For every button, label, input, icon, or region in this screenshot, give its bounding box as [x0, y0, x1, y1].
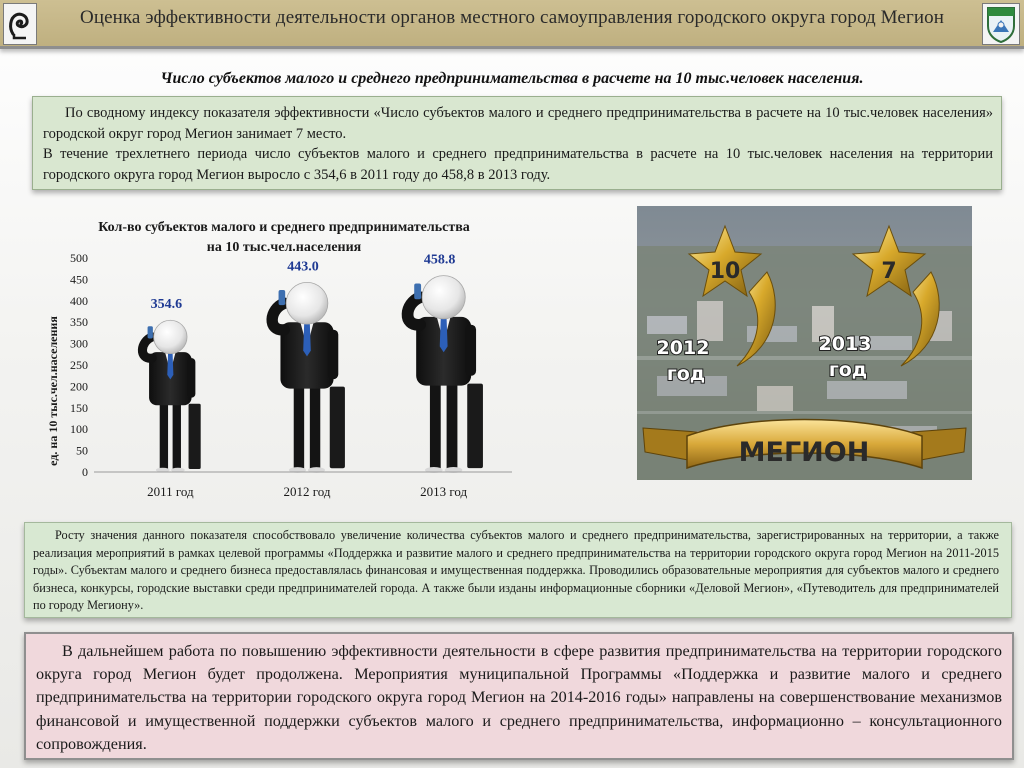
section-title: Число субъектов малого и среднего предпринимательства в расчете на 10 тыс.человек населения.	[160, 70, 864, 87]
bar-value-label: 354.6	[150, 297, 183, 313]
y-tick-label: 300	[70, 336, 88, 351]
rating-year-word-2013: год	[828, 359, 868, 381]
bar-figure-1	[272, 282, 345, 472]
y-tick-label: 100	[70, 422, 88, 437]
y-tick-label: 0	[82, 465, 88, 479]
y-tick-label: 200	[70, 379, 88, 394]
rating-illustration	[637, 206, 972, 480]
header-bar	[0, 0, 1024, 49]
y-tick-label: 400	[70, 293, 88, 308]
rating-place-2012: 10	[709, 259, 741, 284]
x-tick-label: 2011 год	[147, 484, 194, 499]
bar-value-label: 458.8	[423, 252, 456, 268]
bar-figure-0	[142, 320, 200, 472]
bar-chart	[40, 250, 520, 505]
x-tick-label: 2013 год	[420, 484, 468, 499]
growth-factors-text: Росту значения данного показателя способствовало увеличение количества субъектов малого и среднего предпринимательства, зарегистрированных на территории, а также реализация мероприятий в рамках целевой программы «Поддержка и развитие малого и среднего предпринимательства на территории городского округа город Мегион на 2011-2015 годы». Субъектам малого и среднего бизнеса предоставлялась финансовая и имущественная поддержка. Проводились образовательные мероприятия для субъектов малого и среднего бизнеса, конкурсы, городские выставки среди предпринимателей города. А также были изданы информационные сборники «Деловой Мегион», «Путеводитель для предпринимателей по городу Мегиону».	[33, 528, 999, 613]
x-tick-label: 2012 год	[283, 484, 331, 499]
bar-value-label: 443.0	[287, 259, 319, 275]
summary-box	[32, 96, 1002, 190]
chart-title: Кол-во субъектов малого и среднего предпринимательства на 10 тыс.чел.населения	[98, 220, 470, 255]
y-tick-label: 50	[76, 443, 88, 458]
future-plans-text: В дальнейшем работа по повышению эффективности деятельности в сфере развития предпринимательства на территории городского округа город Мегион будет продолжена. Мероприятия муниципальной Программы «Поддержка и развитие малого и среднего предпринимательства на территории городского округа город Мегион на 2014-2016 годы» направлены на совершенствование механизмов финансовой и имущественной поддержки субъектов малого и среднего предпринимательства, информационно – консультационного сопровождения.	[36, 642, 1002, 753]
region-coat-of-arms-icon	[982, 3, 1020, 45]
summary-paragraph-growth: В течение трехлетнего периода число субъектов малого и среднего предпринимательства в расчете на 10 тыс.человек населения на территории городского округа город Мегион выросло с 354,6 в 2011 году до 458,8 в 2013 году.	[43, 146, 993, 183]
y-tick-label: 500	[70, 251, 88, 265]
y-tick-label: 350	[70, 315, 88, 330]
summary-paragraph-rank: По сводному индексу показателя эффективности «Число субъектов малого и среднего предпринимательства в расчете на 10 тыс.человек населения» городской округ город Мегион занимает 7 место.	[43, 105, 993, 142]
city-name-banner: МЕГИОН	[738, 437, 870, 468]
page-title: Оценка эффективности деятельности органов местного самоуправления городского округа город Мегион	[80, 7, 944, 28]
growth-factors-box	[24, 522, 1012, 618]
y-tick-label: 150	[70, 400, 88, 415]
y-axis-label: ед. на 10 тыс.чел.населения	[46, 316, 60, 466]
rating-place-2013: 7	[881, 259, 897, 284]
city-emblem-icon	[3, 3, 37, 45]
bar-figure-2	[408, 276, 483, 473]
rating-year-word-2012: год	[666, 363, 706, 385]
rating-year-2013: 2013	[818, 333, 872, 355]
future-plans-box	[24, 632, 1014, 760]
rating-year-2012: 2012	[656, 337, 710, 359]
y-tick-label: 250	[70, 358, 88, 372]
y-tick-label: 450	[70, 272, 88, 287]
